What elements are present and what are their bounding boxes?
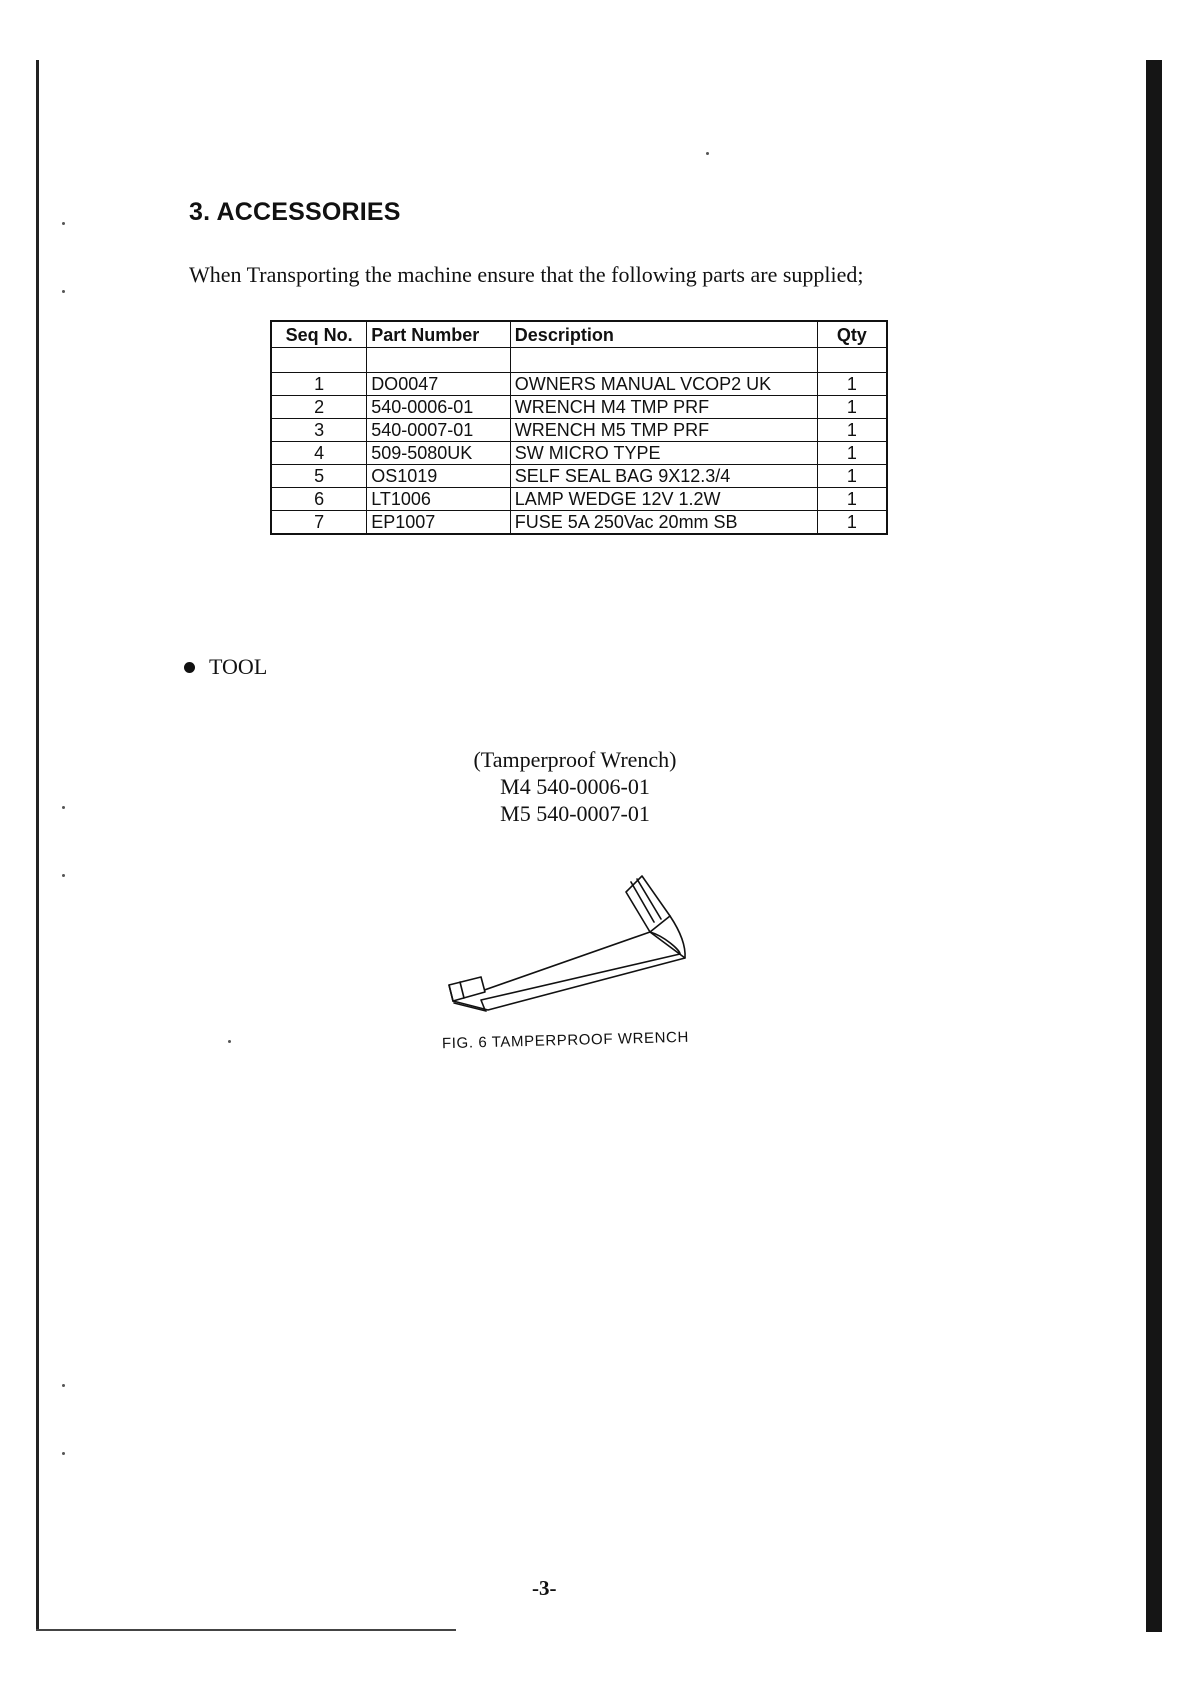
header-description: Description	[510, 321, 817, 348]
caption-line-m5: M5 540-0007-01	[500, 801, 650, 826]
wrench-caption	[440, 746, 710, 827]
cell-qty: 1	[817, 396, 887, 419]
caption-line-title: (Tamperproof Wrench)	[473, 747, 677, 772]
header-qty: Qty	[817, 321, 887, 348]
page-edge-left	[36, 60, 39, 1630]
cell-qty: 1	[817, 488, 887, 511]
scan-speck	[228, 1040, 231, 1043]
cell-seq: 7	[271, 511, 367, 535]
scan-speck	[62, 222, 65, 225]
tool-bullet-item	[184, 654, 267, 680]
cell-part-number: LT1006	[367, 488, 511, 511]
header-seq: Seq No.	[271, 321, 367, 348]
tamperproof-wrench-icon	[440, 870, 720, 1020]
cell-seq: 5	[271, 465, 367, 488]
cell-part-number: 540-0007-01	[367, 419, 511, 442]
scan-speck	[62, 1452, 65, 1455]
cell-seq: 3	[271, 419, 367, 442]
cell-seq: 4	[271, 442, 367, 465]
table-spacer-row	[271, 348, 887, 373]
header-part-number: Part Number	[367, 321, 511, 348]
page-edge-bottom	[36, 1629, 456, 1631]
cell-description: WRENCH M4 TMP PRF	[510, 396, 817, 419]
table-row	[271, 396, 887, 419]
table-row	[271, 511, 887, 535]
cell-description: WRENCH M5 TMP PRF	[510, 419, 817, 442]
scan-speck	[62, 1384, 65, 1387]
cell-description: SELF SEAL BAG 9X12.3/4	[510, 465, 817, 488]
table-row	[271, 442, 887, 465]
cell-description: FUSE 5A 250Vac 20mm SB	[510, 511, 817, 535]
caption-line-m4: M4 540-0006-01	[500, 774, 650, 799]
scan-speck	[706, 152, 709, 155]
table-row	[271, 373, 887, 396]
page-number: -3-	[532, 1576, 557, 1600]
cell-qty: 1	[817, 419, 887, 442]
table-row	[271, 419, 887, 442]
table-header-row	[271, 321, 887, 348]
cell-seq: 6	[271, 488, 367, 511]
table-row	[271, 488, 887, 511]
table-row	[271, 465, 887, 488]
bullet-icon	[184, 662, 195, 673]
scan-speck	[62, 290, 65, 293]
accessories-table	[270, 320, 888, 535]
cell-part-number: 540-0006-01	[367, 396, 511, 419]
cell-qty: 1	[817, 373, 887, 396]
cell-description: OWNERS MANUAL VCOP2 UK	[510, 373, 817, 396]
tool-label: TOOL	[209, 654, 268, 679]
cell-seq: 2	[271, 396, 367, 419]
cell-part-number: 509-5080UK	[367, 442, 511, 465]
figure-label: FIG. 6 TAMPERPROOF WRENCH	[441, 1028, 690, 1053]
scan-speck	[62, 806, 65, 809]
cell-part-number: DO0047	[367, 373, 511, 396]
cell-part-number: EP1007	[367, 511, 511, 535]
cell-description: SW MICRO TYPE	[510, 442, 817, 465]
intro-text: When Transporting the machine ensure that the following parts are supplied;	[189, 262, 864, 287]
cell-qty: 1	[817, 465, 887, 488]
cell-seq: 1	[271, 373, 367, 396]
cell-qty: 1	[817, 442, 887, 465]
cell-description: LAMP WEDGE 12V 1.2W	[510, 488, 817, 511]
cell-qty: 1	[817, 511, 887, 535]
section-heading: 3. ACCESSORIES	[189, 198, 401, 226]
cell-part-number: OS1019	[367, 465, 511, 488]
page-edge-right	[1146, 60, 1162, 1632]
scan-speck	[62, 874, 65, 877]
